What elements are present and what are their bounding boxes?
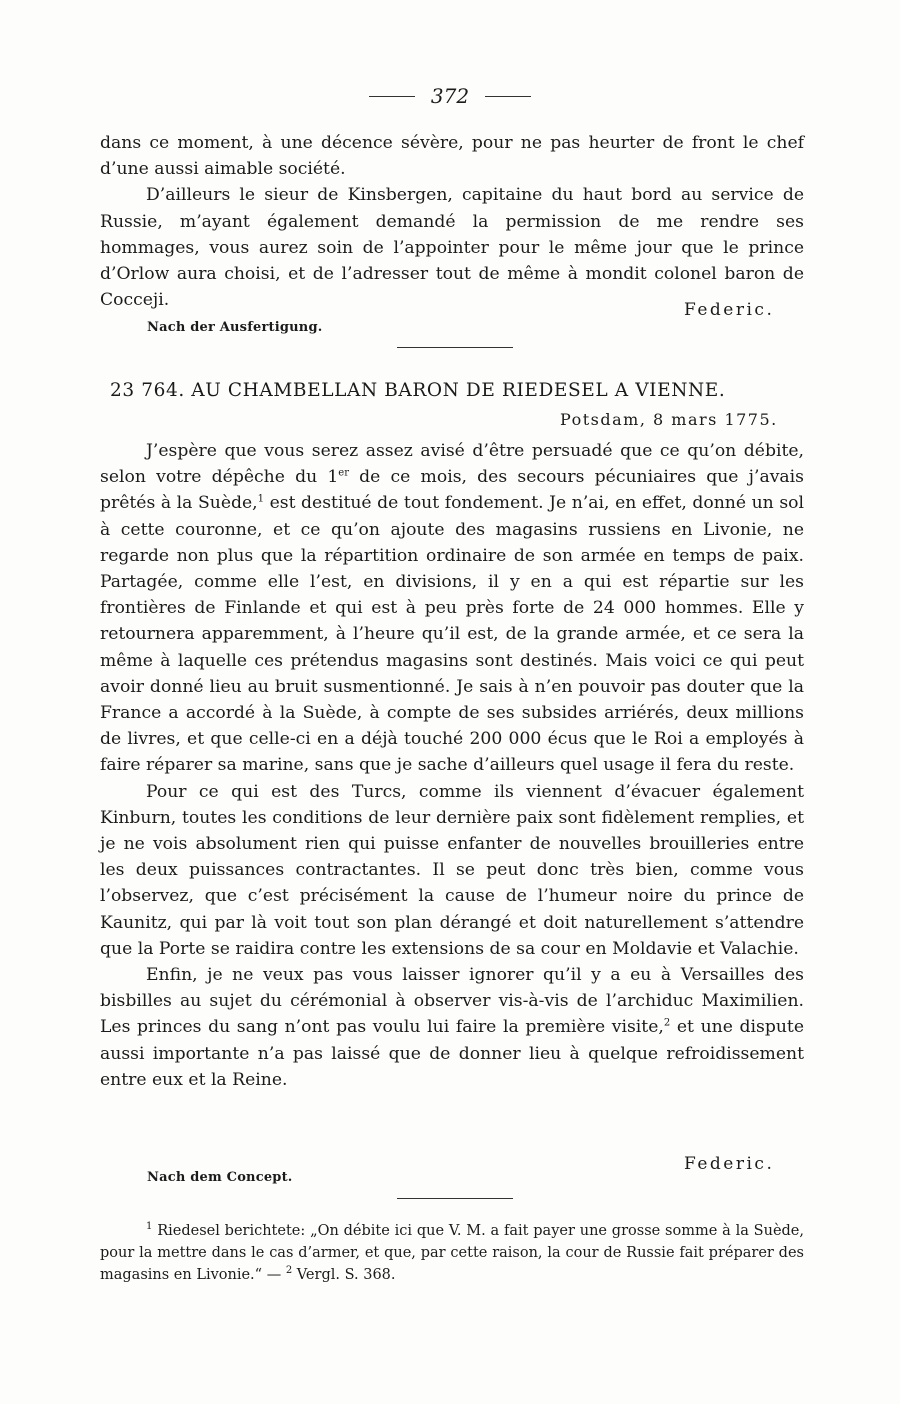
footnote-mark: 2 [285,1265,293,1277]
signature: Federic. [684,300,775,320]
paragraph: dans ce moment, à une décence sévère, pour ne pas heurter de front le chef d’une aussi aimable société. [100,133,804,180]
text-run: et une dispute aussi importante n’a pas laissé que de donner lieu à quelque refroidissement entre eux et la Reine. [100,1017,804,1090]
superscript: er [338,467,349,479]
place-date: Potsdam, 8 mars 1775. [560,410,778,429]
header-rule-left [369,96,415,97]
source-note: Nach der Ausfertigung. [147,320,323,335]
section-divider [397,347,513,348]
paragraph [100,438,804,779]
letter-number: 23 764. [110,380,185,401]
header-rule-right [485,96,531,97]
paragraph: Pour ce qui est des Turcs, comme ils viennent d’évacuer également Kinburn, toutes les conditions de leur dernière paix sont fidèlement remplies, et je ne vois absolument rien qui puisse enfanter de nouvelles brouilleries entre les deux puissances contractantes. Il se peut donc très bien, comme vous l’observez, que c’est précisément la cause de l’humeur noire du prince de Kaunitz, qui par là voit tout son plan dérangé et doit naturellement s’attendre que la Porte se raidira contre les extensions de sa cour en Moldavie et Valachie. [100,781,804,959]
text-run: J’espère que vous serez assez avisé d’être persuadé que ce qu’on débite, selon votre dépêche du 1 [100,441,804,488]
text-run: de ce mois, des secours pécuniaires que j’avais prêtés à la Suède, [100,467,804,514]
text-run: est destitué de tout fondement. Je n’ai, en effet, donné un sol à cette couronne, et ce qu’on ajoute des magasins russiens en Livonie, ne regarde non plus que la répartition ordinaire de son armée en temps de paix. Partagée, comme elle l’est, en divisions, il y en a qui est répartie sur les frontières de Finlande et qui est à peu près forte de 24 000 hommes. Elle y retournera apparemment, à l’heure qu’il est, de la grande armée, et ce sera la même à laquelle ces prétendus magasins sont destinés. Mais voici ce qui peut avoir donné lieu au bruit susmentionné. Je sais à n’en pouvoir pas douter que la France a accordé à la Suède, à compte de ses subsides arriérés, deux millions de livres, et que celle-ci en a déjà touché 200 000 écus que le Roi a employés à faire réparer sa marine, sans que je sache d’ailleurs quel usage il fera du reste. [100,493,804,776]
page-header [0,84,900,108]
letter-heading [110,380,800,401]
footnote-text: Riedesel berichtete: „On débite ici que V. M. a fait payer une grosse somme à la Suède, pour la mettre dans le cas d’armer, et que, par cette raison, la cour de Russie fait préparer des magasins en Livonie.“ — [100,1223,804,1283]
footnote-mark: 1 [146,1221,153,1233]
paragraph: D’ailleurs le sieur de Kinsbergen, capitaine du haut bord au service de Russie, m’ayant également demandé la permission de me rendre ses hommages, vous aurez soin de l’appointer pour le même jour que le prince d’Orlow aura choisi, et de l’adresser tout de même à mondit colonel baron de Cocceji. [100,185,804,311]
letter-title: AU CHAMBELLAN BARON DE RIEDESEL A VIENNE. [191,380,726,401]
footnote-divider [397,1198,513,1199]
text-run: Enfin, je ne veux pas vous laisser ignorer qu’il y a eu à Versailles des bisbilles au sujet du cérémonial à observer vis-à-vis de l’archiduc Maximilien. Les princes du sang n’ont pas voulu lui faire la première visite, [100,965,804,1038]
letter-body [100,438,804,1093]
page-number: 372 [430,84,470,108]
continuation-text [100,130,804,313]
source-note: Nach dem Concept. [147,1170,293,1185]
footnote-text: Vergl. S. 368. [292,1267,396,1283]
paragraph [100,962,804,1093]
footnote-ref: 2 [663,1017,671,1029]
signature: Federic. [684,1154,775,1174]
footnotes [100,1220,804,1286]
footnote-ref: 1 [257,493,265,505]
